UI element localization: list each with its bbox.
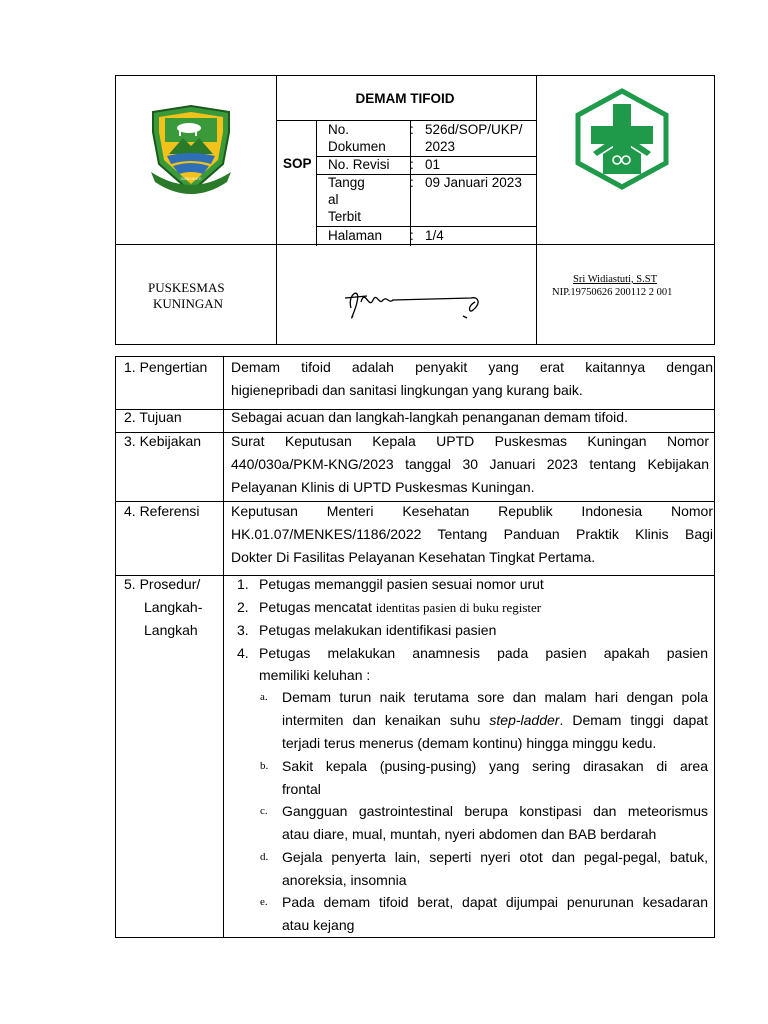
meta-colon: : [410, 157, 414, 172]
sub-text: Demam turun naik terutama sore dan malam hari dengan pola [282, 689, 708, 705]
step-text-cont: memiliki keluhan : [259, 667, 371, 683]
kebijakan-line2: 440/030a/PKM-KNG/2023 tanggal 30 Januari 2023 tentang Kebijakan [231, 456, 709, 472]
referensi-line3: Dokter Di Fasilitas Pelayanan Kesehatan Tingkat Pertama. [231, 549, 596, 565]
sub-text: Gejala penyerta lain, seperti nyeri otot dan pegal-pegal, batuk, [282, 849, 708, 865]
sub-letter: c. [260, 805, 268, 817]
section-label-kebijakan: 3. Kebijakan [124, 433, 202, 449]
meta-label-revisi: No. Revisi [328, 157, 390, 172]
org-name-line2: KUNINGAN [153, 296, 224, 311]
step-number: 1. [237, 576, 249, 592]
meta-value-doc-year: 2023 [425, 139, 456, 154]
kuningan-crest-logo [143, 102, 239, 198]
pengertian-line2: higienepribadi dan sanitasi lingkungan yang kurang baik. [231, 382, 583, 398]
section-label-prosedur-2: Langkah- [144, 599, 203, 615]
crest-motto: SUGIH MUKTI [180, 177, 202, 181]
meta-value-tanggal: 09 Januari 2023 [425, 175, 522, 190]
sub-text: terjadi terus menerus (demam kontinu) hingga minggu kedu. [282, 735, 657, 751]
kebijakan-line3: Pelayanan Klinis di UPTD Puskesmas Kuningan. [231, 479, 535, 495]
section-label-tujuan: 2. Tujuan [124, 409, 182, 425]
sub-text: frontal [282, 781, 321, 797]
sub-letter: e. [260, 896, 268, 908]
step-text: Petugas mencatat identitas pasien di buku register [259, 599, 542, 615]
divider [116, 244, 714, 245]
section-label-prosedur-3: Langkah [144, 622, 198, 638]
meta-label-halaman: Halaman [328, 228, 383, 243]
sub-letter: d. [260, 851, 269, 863]
step-number: 4. [237, 645, 249, 661]
page-title: DEMAM TIFOID [355, 91, 455, 106]
pengertian-line1: Demam tifoid adalah penyakit yang erat kaitannya dengan [231, 359, 713, 375]
step-text: Petugas memanggil pasien sesuai nomor urut [259, 576, 544, 592]
meta-value-doc-number: 526d/SOP/UKP/ [425, 122, 523, 137]
meta-colon: : [410, 228, 414, 243]
sub-text: intermiten dan kenaikan suhu step-ladder. Demam tinggi dapat [282, 712, 708, 728]
referensi-line1: Keputusan Menteri Kesehatan Republik Indonesia Nomor [231, 503, 713, 519]
kebijakan-line1: Surat Keputusan Kepala UPTD Puskesmas Kuningan Nomor [231, 433, 709, 449]
sub-text: atau diare, mual, muntah, nyeri abdomen dan BAB berdarah [282, 826, 657, 842]
sub-text: Sakit kepala (pusing-pusing) yang sering dirasakan di area [282, 758, 708, 774]
step-number: 3. [237, 622, 249, 638]
signer-name: Sri Widiastuti, S.ST [573, 274, 657, 285]
sub-letter: a. [260, 691, 268, 703]
step-number: 2. [237, 599, 249, 615]
signature [343, 282, 488, 322]
meta-value-revisi: 01 [425, 157, 441, 172]
sub-letter: b. [260, 760, 269, 772]
meta-label-tanggal-2: al [328, 192, 339, 207]
tujuan-line1: Sebagai acuan dan langkah-langkah penanganan demam tifoid. [231, 409, 628, 425]
meta-colon: : [410, 175, 414, 190]
meta-label-tanggal: Tangg [328, 175, 365, 190]
sub-text: anoreksia, insomnia [282, 872, 407, 888]
divider [276, 76, 277, 344]
divider [536, 76, 537, 344]
meta-label-no: No. [328, 122, 350, 137]
org-name-line1: PUSKESMAS [148, 280, 225, 295]
referensi-line2: HK.01.07/MENKES/1186/2022 Tentang Panduan Praktik Klinis Bagi [231, 526, 713, 542]
meta-label-terbit: Terbit [328, 209, 362, 224]
divider [223, 357, 224, 937]
meta-label-dokumen: Dokumen [328, 139, 386, 154]
sub-text: Pada demam tifoid berat, dapat dijumpai penurunan kesadaran [282, 894, 708, 910]
step-text: Petugas melakukan identifikasi pasien [259, 622, 497, 638]
sop-label: SOP [283, 156, 312, 171]
meta-value-halaman: 1/4 [425, 228, 444, 243]
sub-text: atau kejang [282, 917, 355, 933]
section-label-prosedur: 5. Prosedur/ [124, 576, 201, 592]
signer-nip: NIP.19750626 200112 2 001 [552, 287, 673, 298]
puskesmas-logo [573, 88, 671, 190]
divider [316, 120, 317, 246]
sub-text: Gangguan gastrointestinal berupa konstipasi dan meteorismus [282, 803, 708, 819]
step-text: Petugas melakukan anamnesis pada pasien apakah pasien [259, 645, 708, 661]
section-label-pengertian: 1. Pengertian [124, 359, 208, 375]
meta-colon: : [410, 122, 414, 137]
section-label-referensi: 4. Referensi [124, 503, 200, 519]
